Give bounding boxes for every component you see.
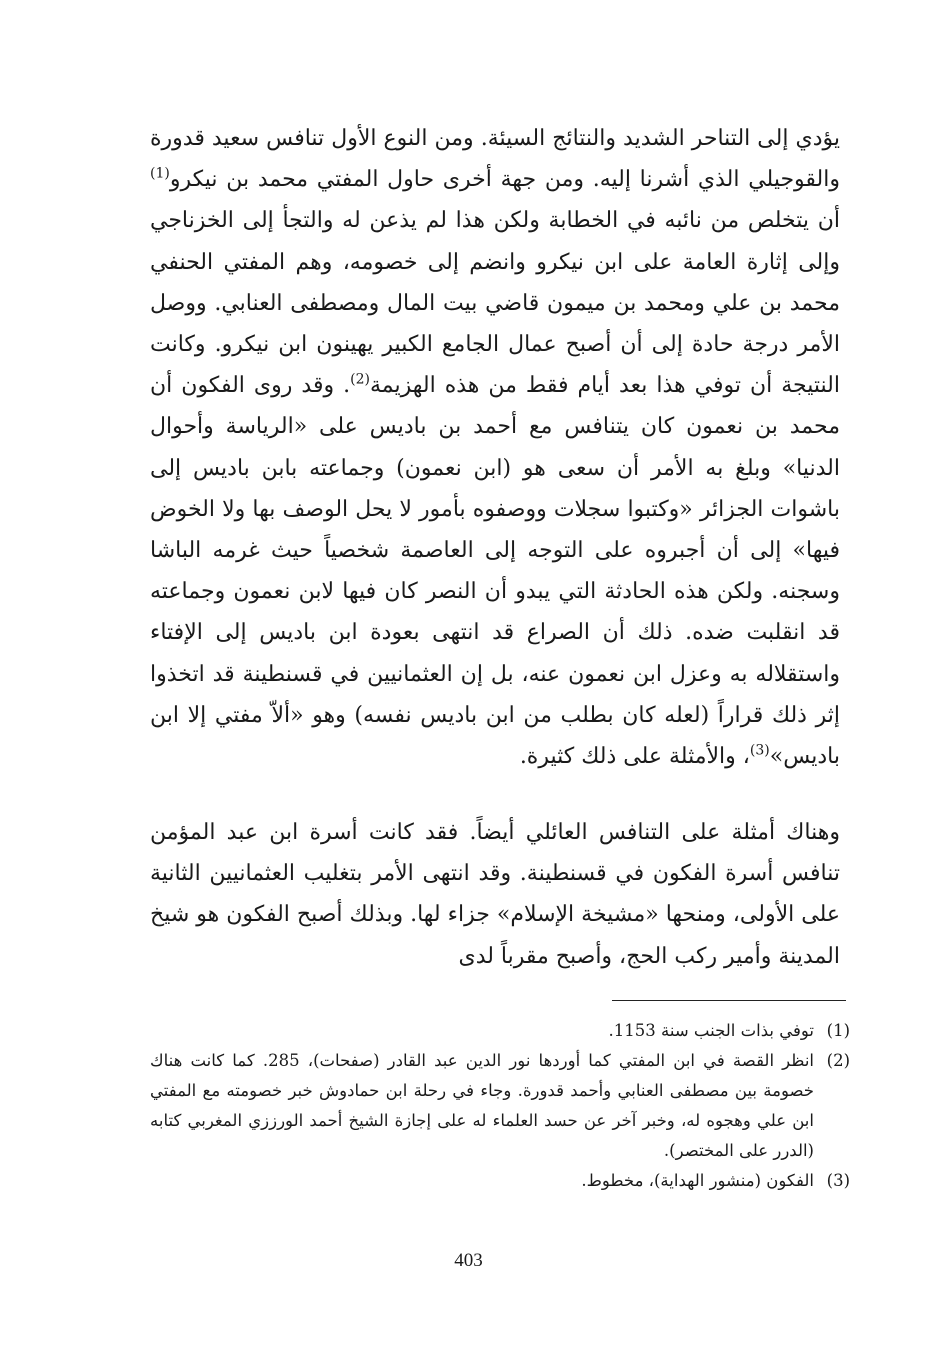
paragraph-1-text-b: أن يتخلص من نائبه في الخطابة ولكن هذا لم يذعن له والتجأ إلى الخزناجي وإلى إثارة العامة على ابن نيكرو وانضم إلى خصومه، وهم المفتي الحنفي محمد بن علي ومحمد بن ميمون قاضي بيت المال ومصطفى العنابي. ووصل الأمر درجة حادة إلى أن أصبح عمال الجامع الكبير يهينون ابن نيكرو. وكانت النتيجة أن توفي هذا بعد أيام فقط من هذه الهزيمة [150,208,840,399]
footnote-1-number: (1) [826,1021,850,1040]
footnote-2-number: (2) [826,1051,850,1070]
footnote-3-text: الفكون (منشور الهداية)، مخطوط. [581,1171,814,1190]
footnote-2-text: انظر القصة في ابن المفتي كما أوردها نور الدين عبد القادر (صفحات)، 285. كما كانت هناك خصومة بين مصطفى العنابي وأحمد قدورة. وجاء في رحلة ابن حمادوش خبر خصومته مع المفتي ابن علي وهجوه له، وخبر آخر عن حسد العلماء له على إجازة الشيخ أحمد الورززي المغربي كتابه (الدرر على المختصر). [150,1051,815,1160]
paragraph-1-text-a: يؤدي إلى التناحر الشديد والنتائج السيئة. ومن النوع الأول تنافس سعيد قدورة والقوجيلي الذي أشرنا إليه. ومن جهة أخرى حاول المفتي محمد بن نيكرو [150,126,840,193]
footnote-separator [612,1000,846,1001]
paragraph-1-text-d: ، والأمثلة على ذلك كثيرة. [519,744,750,770]
footnote-3 [150,1166,850,1196]
paragraph-1-text-c: . وقد روى الفكون أن محمد بن نعمون كان يتنافس مع أحمد بن باديس على «الرياسة وأحوال الدنيا» وبلغ به الأمر أن سعى هو (ابن نعمون) وجماعته بابن باديس إلى باشوات الجزائر «وكتبوا سجلات ووصفوه بأمور لا يحل الوصف بها ولا الخوض فيها» إلى أن أجبروه على التوجه إلى العاصمة شخصياً حيث غرمه الباشا وسجنه. ولكن هذه الحادثة التي يبدو أن النصر كان فيها لابن نعمون وجماعته قد انقلبت ضده. ذلك أن الصراع قد انتهى بعودة ابن باديس إلى الإفتاء واستقلاله به وعزل ابن نعمون عنه، بل إن العثمانيين في قسنطينة قد اتخذوا إثر ذلك قراراً (لعله كان بطلب من ابن باديس نفسه) وهو «ألاّ مفتي إلا ابن باديس» [150,373,840,770]
footnote-1 [150,1016,850,1046]
footnotes [150,1016,850,1196]
footnote-3-number: (3) [826,1171,850,1190]
footnote-1-text: توفي بذات الجنب سنة 1153. [608,1021,814,1040]
main-paragraph-1 [150,118,840,777]
page-number: 403 [454,1250,483,1271]
paragraph-2-text: وهناك أمثلة على التنافس العائلي أيضاً. فقد كانت أسرة ابن عبد المؤمن تنافس أسرة الفكون في قسنطينة. وقد انتهى الأمر بتغليب العثمانيين الثانية على الأولى، ومنحها «مشيخة الإسلام» جزاء لها. وبذلك أصبح الفكون هو شيخ المدينة وأمير ركب الحج، وأصبح مقرباً لدى [150,820,840,969]
footnote-ref-3: (3) [749,742,770,759]
main-paragraph-2 [150,812,840,977]
footnote-ref-1: (1) [150,165,170,182]
footnote-2 [150,1046,850,1166]
footnote-ref-2: (2) [350,371,370,388]
